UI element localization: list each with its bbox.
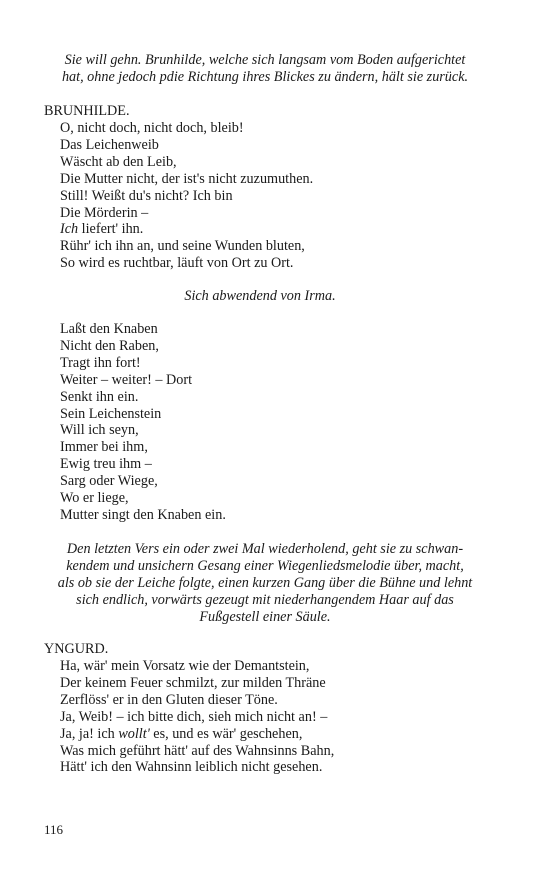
verse-line: Zerflöss' er in den Gluten dieser Töne. [60,691,278,708]
verse-line: Die Mutter nicht, der ist's nicht zuzumuthen. [60,170,314,187]
verse-line: Mutter singt den Knaben ein. [60,506,226,523]
stage-line: Fußgestell einer Säule. [199,608,331,625]
verse-line: O, nicht doch, nicht doch, bleib! [60,120,244,136]
stage-direction-3 [42,541,488,626]
stage-direction-1 [42,52,488,86]
verse-line: Sein Leichenstein [60,405,162,422]
verse-line: Ha, wär' mein Vorsatz wie der Demantstein, [60,658,310,674]
speaker-brunhilde: BRUNHILDE. [44,103,130,119]
stage-line: Den letzten Vers ein oder zwei Mal wiederholend, geht sie zu schwan- [66,541,464,557]
stage-line: Sie will gehn. Brunhilde, welche sich langsam vom Boden aufgerichtet [64,52,466,68]
verse-line: Der keinem Feuer schmilzt, zur milden Thräne [60,674,326,691]
verse-line: Was mich geführt hätt' auf des Wahnsinns Bahn, [60,742,335,759]
verse-line: Ja, Weib! – ich bitte dich, sieh mich nicht an! – [60,708,328,725]
verse-line: Immer bei ihm, [60,439,148,456]
verse-line: Rühr' ich ihn an, und seine Wunden bluten, [60,238,305,255]
verse-line: Das Leichenweib [60,136,159,153]
verse-text: es, und es wär' geschehen, [149,725,303,742]
verse-line [60,726,334,743]
verse-block-3 [60,658,334,776]
verse-block-2 [60,321,226,524]
verse-line: Laßt den Knaben [60,321,158,337]
verse-line: Ewig treu ihm – [60,456,152,473]
verse-line: Hätt' ich den Wahnsinn leiblich nicht gesehen. [60,759,323,776]
verse-line: Wäscht ab den Leib, [60,153,177,170]
stage-line: sich endlich, vorwärts gezeugt mit niederhangendem Haar auf das [76,591,454,608]
verse-line: Wo er liege, [60,490,129,507]
page-number: 116 [44,822,64,837]
verse-line: Tragt ihn fort! [60,354,141,371]
stage-line: kendem und unsichern Gesang einer Wiegenliedsmelodie über, macht, [66,557,464,574]
verse-line: Senkt ihn ein. [60,388,139,405]
stage-line: als ob sie der Leiche folgte, einen kurzen Gang über die Bühne und lehnt [57,574,473,591]
emphasis: wollt' [118,725,150,742]
verse-line: Still! Weißt du's nicht? Ich bin [60,187,233,204]
emphasis: Ich [60,221,79,238]
verse-line [60,221,313,238]
verse-line: Sarg oder Wiege, [60,473,158,490]
stage-direction-2: Sich abwendend von Irma. [184,288,336,304]
verse-block-1 [60,120,313,272]
verse-text: liefert' ihn. [78,221,144,238]
verse-line: Will ich seyn, [60,422,139,439]
stage-line: hat, ohne jedoch pdie Richtung ihres Blickes zu ändern, hält sie zurück. [61,68,469,85]
verse-line: Weiter – weiter! – Dort [60,371,193,388]
verse-text: Ja, ja! ich [60,725,119,742]
verse-line: So wird es ruchtbar, läuft von Ort zu Ort. [60,255,294,272]
verse-line: Die Mörderin – [60,204,149,221]
speaker-yngurd: YNGURD. [44,641,109,657]
verse-line: Nicht den Raben, [60,337,159,354]
